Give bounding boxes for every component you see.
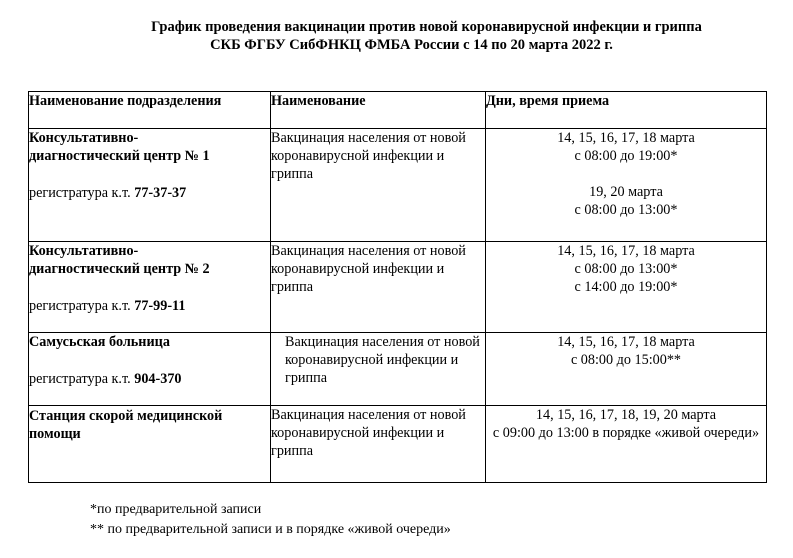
department-name-line2: диагностический центр № 2 <box>29 261 210 277</box>
department-cell <box>29 129 271 242</box>
department-name-line1: Станция скорой медицинской <box>29 408 223 424</box>
header-name: Наименование <box>271 92 486 129</box>
phone-number: 904-370 <box>134 371 182 387</box>
department-cell <box>29 406 271 483</box>
table-row <box>29 406 767 483</box>
service-cell: Вакцинация населения от новой коронавирусной инфекции и гриппа <box>271 333 486 406</box>
time-line: с 14:00 до 19:00* <box>574 279 678 295</box>
table-row <box>29 242 767 333</box>
phone-number: 77-37-37 <box>134 185 187 201</box>
table-header-row <box>29 92 767 129</box>
document-title <box>0 18 793 54</box>
days-time-cell <box>486 129 767 242</box>
registry-label: регистратура к.т. <box>29 185 135 201</box>
registry-label: регистратура к.т. <box>29 371 135 387</box>
footnote-2: ** по предварительной записи и в порядке «живой очереди» <box>90 522 451 537</box>
days-line: 14, 15, 16, 17, 18, 19, 20 марта <box>535 407 717 423</box>
registry-phone <box>29 297 270 315</box>
header-days-time: Дни, время приема <box>486 92 767 129</box>
department-cell <box>29 333 271 406</box>
time-line: с 08:00 до 19:00* <box>574 148 678 164</box>
department-cell <box>29 242 271 333</box>
footnote-1: *по предварительной записи <box>90 502 262 517</box>
phone-number: 77-99-11 <box>134 298 186 314</box>
department-name-line1: Самусьская больница <box>29 334 170 350</box>
department-name-line1: Консультативно- <box>29 243 139 259</box>
vaccination-schedule-table <box>28 91 767 483</box>
days-line: 19, 20 марта <box>589 184 663 200</box>
days-line: 14, 15, 16, 17, 18 марта <box>557 130 695 146</box>
time-line: с 08:00 до 13:00* <box>574 202 678 218</box>
header-department: Наименование подразделения <box>29 92 271 129</box>
service-cell: Вакцинация населения от новой коронавирусной инфекции и гриппа <box>271 242 486 333</box>
footnotes <box>90 500 451 540</box>
days-time-cell <box>486 242 767 333</box>
title-line-1: График проведения вакцинации против новой коронавирусной инфекции и гриппа <box>151 19 702 35</box>
title-line-2: СКБ ФГБУ СибФНКЦ ФМБА России с 14 по 20 марта 2022 г. <box>210 37 613 53</box>
registry-phone <box>29 184 270 202</box>
time-line: с 08:00 до 15:00** <box>570 352 682 368</box>
time-line: с 09:00 до 13:00 в порядке «живой очереди» <box>492 425 760 441</box>
table-row <box>29 333 767 406</box>
time-line: с 08:00 до 13:00* <box>574 261 678 277</box>
table-row <box>29 129 767 242</box>
days-time-cell <box>486 333 767 406</box>
department-name-line1: Консультативно- <box>29 130 139 146</box>
days-line: 14, 15, 16, 17, 18 марта <box>557 334 695 350</box>
service-cell: Вакцинация населения от новой коронавирусной инфекции и гриппа <box>271 406 486 483</box>
service-cell: Вакцинация населения от новой коронавирусной инфекции и гриппа <box>271 129 486 242</box>
days-time-cell <box>486 406 767 483</box>
department-name-line2: диагностический центр № 1 <box>29 148 210 164</box>
registry-phone <box>29 370 270 388</box>
days-line: 14, 15, 16, 17, 18 марта <box>557 243 695 259</box>
registry-label: регистратура к.т. <box>29 298 135 314</box>
department-name-line2: помощи <box>29 426 81 442</box>
